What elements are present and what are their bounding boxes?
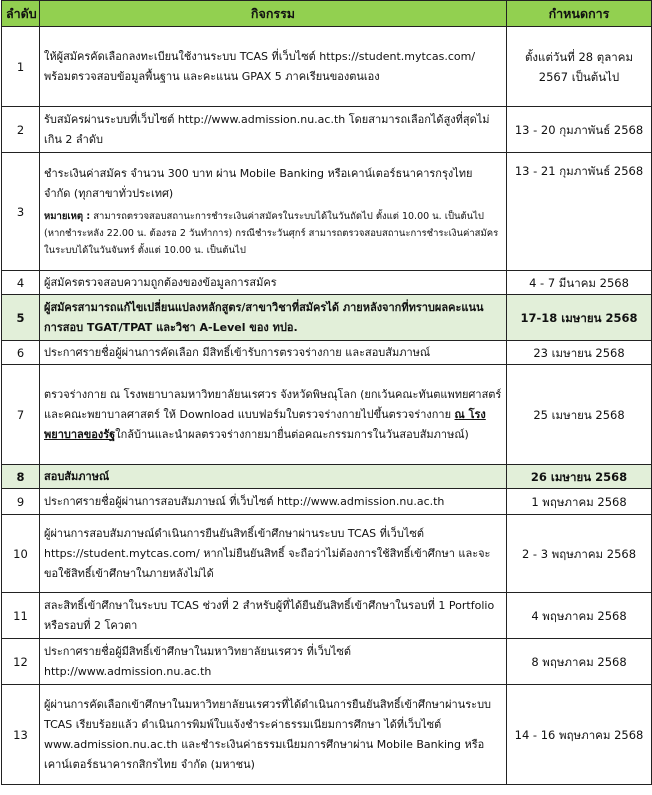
row-deadline: 23 เมษายน 2568 xyxy=(507,341,652,365)
header-deadline: กำหนดการ xyxy=(507,1,652,27)
row-deadline: 13 - 20 กุมภาพันธ์ 2568 xyxy=(507,107,652,153)
row-deadline: 14 - 16 พฤษภาคม 2568 xyxy=(507,685,652,785)
row-deadline: 4 พฤษภาคม 2568 xyxy=(507,593,652,639)
row-deadline: 26 เมษายน 2568 xyxy=(507,465,652,489)
table-row xyxy=(2,639,652,685)
table-row xyxy=(2,153,652,271)
row-number: 6 xyxy=(2,341,40,365)
row-activity-text: ตรวจร่างกาย ณ โรงพยาบาลมหาวิทยาลัยนเรศวร จังหวัดพิษณุโลก (ยกเว้นคณะทันตแพทยศาสตร์ และคณะพยาบาลศาสตร์ ให้ Download แบบฟอร์มใบตรวจร่างกายไปขึ้นตรวจร่างกาย xyxy=(44,387,502,421)
note-label: หมายเหตุ : xyxy=(44,211,91,222)
row-activity: ประกาศรายชื่อผู้ผ่านการสอบสัมภาษณ์ ที่เว็บไซต์ http://www.admission.nu.ac.th xyxy=(40,489,507,515)
table-row xyxy=(2,685,652,785)
row-number: 8 xyxy=(2,465,40,489)
row-deadline: 17-18 เมษายน 2568 xyxy=(507,295,652,341)
table-row xyxy=(2,107,652,153)
row-deadline: 25 เมษายน 2568 xyxy=(507,365,652,465)
row-activity: ผู้สมัครตรวจสอบความถูกต้องของข้อมูลการสมัคร xyxy=(40,271,507,295)
admission-schedule-table xyxy=(1,0,652,785)
row-number: 5 xyxy=(2,295,40,341)
row-number: 10 xyxy=(2,515,40,593)
table-header-row xyxy=(2,1,652,27)
row-number: 7 xyxy=(2,365,40,465)
row-deadline: 8 พฤษภาคม 2568 xyxy=(507,639,652,685)
row-number: 9 xyxy=(2,489,40,515)
table-row xyxy=(2,27,652,107)
row-deadline: 13 - 21 กุมภาพันธ์ 2568 xyxy=(507,153,652,271)
table-row xyxy=(2,489,652,515)
header-order: ลำดับ xyxy=(2,1,40,27)
row-activity: ประกาศรายชื่อผู้มีสิทธิ์เข้าศึกษาในมหาวิทยาลัยนเรศวร ที่เว็บไซต์ http://www.admission.nu.ac.th xyxy=(40,639,507,685)
row-activity: ผู้ผ่านการคัดเลือกเข้าศึกษาในมหาวิทยาลัยนเรศวรที่ได้ดำเนินการยืนยันสิทธิ์เข้าศึกษาผ่านระบบ TCAS เรียบร้อยแล้ว ดำเนินการพิมพ์ใบแจ้งชำระค่าธรรมเนียมการศึกษา ได้ที่เว็บไซต์ www.admission.nu.ac.th และชำระเงินค่าธรรมเนียมการศึกษาผ่าน Mobile Banking หรือเคาน์เตอร์ธนาคารกสิกรไทย จำกัด (มหาชน) xyxy=(40,685,507,785)
row-activity: สละสิทธิ์เข้าศึกษาในระบบ TCAS ช่วงที่ 2 สำหรับผู้ที่ได้ยืนยันสิทธิ์เข้าศึกษาในรอบที่ 1 Portfolio หรือรอบที่ 2 โควตา xyxy=(40,593,507,639)
row-activity xyxy=(40,365,507,465)
row-number: 11 xyxy=(2,593,40,639)
row-number: 13 xyxy=(2,685,40,785)
header-activity: กิจกรรม xyxy=(40,1,507,27)
row-deadline: 1 พฤษภาคม 2568 xyxy=(507,489,652,515)
row-activity: ประกาศรายชื่อผู้ผ่านการคัดเลือก มีสิทธิ์เข้ารับการตรวจร่างกาย และสอบสัมภาษณ์ xyxy=(40,341,507,365)
row-number: 4 xyxy=(2,271,40,295)
table-row xyxy=(2,365,652,465)
table-row xyxy=(2,271,652,295)
row-activity-text: ชำระเงินค่าสมัคร จำนวน 300 บาท ผ่าน Mobile Banking หรือเคาน์เตอร์ธนาคารกรุงไทย จำกัด (ทุกสาขาทั่วประเทศ) xyxy=(44,167,473,200)
row-number: 1 xyxy=(2,27,40,107)
table-row xyxy=(2,515,652,593)
table-row xyxy=(2,341,652,365)
row-activity: ผู้สมัครสามารถแก้ไขเปลี่ยนแปลงหลักสูตร/สาขาวิชาที่สมัครได้ ภายหลังจากที่ทราบผลคะแนนการสอบ TGAT/TPAT และวิชา A-Level ของ ทปอ. xyxy=(40,295,507,341)
row-number: 12 xyxy=(2,639,40,685)
public-hospital-text: ณ โรงพยาบาลของรัฐ xyxy=(44,407,486,441)
row-activity-text-cont: ใกล้บ้านและนำผลตรวจร่างกายมายื่นต่อคณะกรรมการในวันสอบสัมภาษณ์) xyxy=(115,427,469,441)
row-activity xyxy=(40,153,507,271)
row-activity: ผู้ผ่านการสอบสัมภาษณ์ดำเนินการยืนยันสิทธิ์เข้าศึกษาผ่านระบบ TCAS ที่เว็บไซต์ https://student.mytcas.com/ หากไม่ยืนยันสิทธิ์ จะถือว่าไม่ต้องการใช้สิทธิ์เข้าศึกษา และจะขอใช้สิทธิ์เข้าศึกษาในภายหลังไม่ได้ xyxy=(40,515,507,593)
table-row-highlighted xyxy=(2,465,652,489)
note-text: สามารถตรวจสอบสถานะการชำระเงินค่าสมัครในระบบได้ในวันถัดไป ตั้งแต่ 10.00 น. เป็นต้นไป (หากชำระหลัง 22.00 น. ต้องรอ 2 วันทำการ) กรณีชำระวันศุกร์ สามารถตรวจสอบสถานะการชำระเงินค่าสมัครในระบบได้ในวันจันทร์ ตั้งแต่ 10.00 น. เป็นต้นไป xyxy=(44,211,499,256)
payment-note xyxy=(44,208,502,259)
table-row xyxy=(2,593,652,639)
row-activity: สอบสัมภาษณ์ xyxy=(40,465,507,489)
row-deadline: 2 - 3 พฤษภาคม 2568 xyxy=(507,515,652,593)
row-number: 2 xyxy=(2,107,40,153)
row-deadline: ตั้งแต่วันที่ 28 ตุลาคม 2567 เป็นต้นไป xyxy=(507,27,652,107)
table-row-highlighted xyxy=(2,295,652,341)
row-deadline: 4 - 7 มีนาคม 2568 xyxy=(507,271,652,295)
row-activity: ให้ผู้สมัครคัดเลือกลงทะเบียนใช้งานระบบ TCAS ที่เว็บไซต์ https://student.mytcas.com/ พร้อมตรวจสอบข้อมูลพื้นฐาน และคะแนน GPAX 5 ภาคเรียนของตนเอง xyxy=(40,27,507,107)
row-number: 3 xyxy=(2,153,40,271)
row-activity: รับสมัครผ่านระบบที่เว็บไซต์ http://www.admission.nu.ac.th โดยสามารถเลือกได้สูงที่สุดไม่เกิน 2 ลำดับ xyxy=(40,107,507,153)
